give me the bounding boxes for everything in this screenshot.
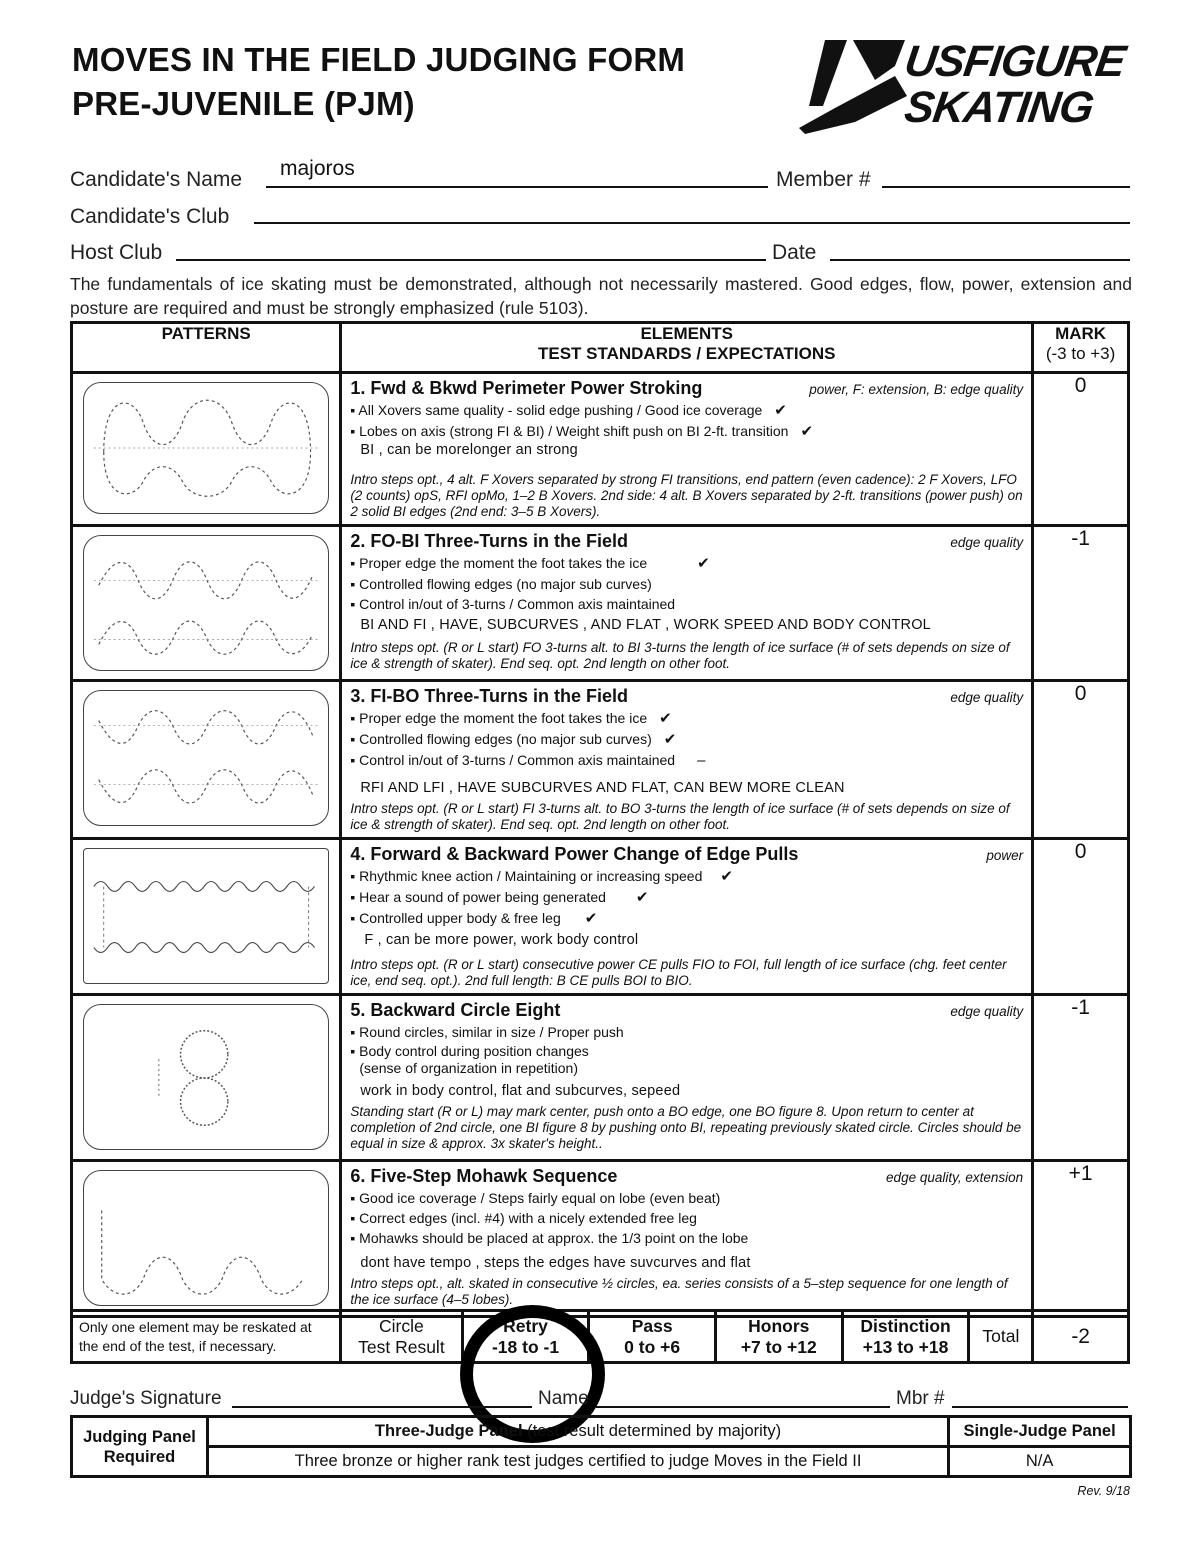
bullet-text: Controlled flowing edges (no major sub curves) xyxy=(359,576,652,592)
pattern-cell xyxy=(72,839,341,995)
pattern-drawing xyxy=(84,849,328,983)
element-tag: edge quality, extension xyxy=(886,1170,1024,1185)
standard-bullet: ▪ Round circles, similar in size / Proper push xyxy=(350,1024,624,1040)
check-mark-icon: ✔ xyxy=(774,402,787,419)
member-line[interactable] xyxy=(882,186,1130,188)
table-row xyxy=(72,373,1129,526)
element-tag: edge quality xyxy=(950,690,1024,705)
retry-label: Retry xyxy=(503,1315,548,1336)
judge-signature-label: Judge's Signature xyxy=(70,1388,222,1409)
judge-note: work in body control, flat and subcurves, sepeed xyxy=(360,1083,681,1099)
element-cell xyxy=(341,1161,1033,1317)
standard-bullet: ▪ Rhythmic knee action / Maintaining or increasing speed ✔ xyxy=(350,868,733,885)
element-tag: edge quality xyxy=(950,1004,1024,1019)
revision-label: Rev. 9/18 xyxy=(1077,1484,1130,1498)
mark-cell[interactable]: 0 xyxy=(1033,839,1129,995)
result-pass[interactable] xyxy=(589,1311,716,1363)
element-tag: power, F: extension, B: edge quality xyxy=(809,382,1024,397)
check-mark-icon: ✔ xyxy=(800,423,814,440)
logo-line-1: USFIGURE xyxy=(901,37,1128,86)
element-cell xyxy=(341,681,1033,839)
table-row xyxy=(72,995,1129,1161)
bullet-text: Control in/out of 3-turns / Common axis maintained xyxy=(359,596,676,612)
element-title: 3. FI-BO Three-Turns in the Field xyxy=(350,686,628,706)
elements-header-line1: ELEMENTS xyxy=(640,324,734,343)
mark-header-line1: MARK xyxy=(1055,324,1107,343)
element-cell xyxy=(341,373,1033,526)
pattern-cell xyxy=(72,681,341,839)
pattern-diagram-mohawk xyxy=(83,1170,329,1306)
panel-required-line2: Required xyxy=(103,1447,176,1466)
mark-cell[interactable]: -1 xyxy=(1033,995,1129,1161)
check-mark-icon: ✔ xyxy=(584,910,598,927)
reskate-note: Only one element may be reskated at the end of the test, if necessary. xyxy=(72,1311,341,1363)
host-club-line[interactable] xyxy=(176,259,766,261)
mark-cell[interactable]: 0 xyxy=(1033,373,1129,526)
bullet-text: Round circles, similar in size / Proper push xyxy=(359,1024,624,1040)
element-cell xyxy=(341,995,1033,1161)
test-result-label: Test Result xyxy=(358,1336,445,1357)
element-title: 6. Five-Step Mohawk Sequence xyxy=(350,1166,618,1186)
panel-row-2 xyxy=(72,1447,1131,1477)
intro-steps: Intro steps opt., alt. skated in consecutive ½ circles, ea. series consists of a 5–step sequence for one length of the ice surface (4–5 lobes). xyxy=(350,1276,1008,1307)
pattern-diagram-fo-bi xyxy=(83,535,329,671)
distinction-range: +13 to +18 xyxy=(862,1336,949,1357)
pattern-diagram-change-edge-pulls xyxy=(83,848,329,984)
judging-panel-required xyxy=(72,1417,208,1477)
form-title xyxy=(72,38,685,126)
standard-bullet: ▪ Control in/out of 3-turns / Common axis maintained – xyxy=(350,752,706,769)
three-judge-panel-desc: Three bronze or higher rank test judges certified to judge Moves in the Field II xyxy=(207,1447,948,1477)
elements-header-line2: TEST STANDARDS / EXPECTATIONS xyxy=(537,344,836,363)
single-judge-panel-header: Single-Judge Panel xyxy=(949,1417,1131,1447)
dash-mark-icon: – xyxy=(697,752,706,769)
element-cell xyxy=(341,839,1033,995)
check-mark-icon: ✔ xyxy=(720,868,733,885)
pattern-drawing xyxy=(84,536,328,670)
intro-steps: Intro steps opt., 4 alt. F Xovers separated by strong FI transitions, end pattern (even cadence): 2 F Xovers, LFO (2 counts) opS, RFI opMo, 1–2 B Xovers. 2nd side: 4 alt. B Xovers separated by 2-ft. transitions (power push) on 2 solid BI edges (2nd end: 3–5 B Xovers). xyxy=(350,472,1023,519)
candidate-club-line[interactable] xyxy=(254,222,1130,224)
three-judge-panel-header xyxy=(207,1417,948,1447)
judge-signature-line[interactable] xyxy=(232,1406,532,1408)
standard-bullet: ▪ Body control during position changes xyxy=(350,1043,589,1059)
standard-bullet: ▪ Proper edge the moment the foot takes the ice ✔ xyxy=(350,555,710,572)
intro-steps: Intro steps opt. (R or L start) FI 3-turns alt. to BO 3-turns the length of ice surface (# of sets depends on size of ice & strength of skater). End seq. opt. 2nd length on other foot. xyxy=(350,801,1010,832)
standard-bullet: ▪ Controlled flowing edges (no major sub curves) ✔ xyxy=(350,731,677,748)
bullet-text: Body control during position changes xyxy=(359,1043,589,1059)
pattern-cell xyxy=(72,1161,341,1317)
pattern-diagram-perimeter xyxy=(83,382,329,514)
elements-table xyxy=(70,321,1130,1318)
single-judge-panel-value: N/A xyxy=(949,1447,1131,1477)
circle-test-result-label xyxy=(341,1311,463,1363)
element-cell xyxy=(341,526,1033,681)
pattern-cell xyxy=(72,995,341,1161)
panel-row-1 xyxy=(72,1417,1131,1447)
bullet-text: Control in/out of 3-turns / Common axis maintained xyxy=(359,752,676,768)
candidate-name-value: majoros xyxy=(280,157,355,180)
mark-header xyxy=(1033,323,1129,373)
pattern-drawing xyxy=(84,691,328,825)
retry-range: -18 to -1 xyxy=(491,1336,560,1357)
judge-name-line[interactable] xyxy=(596,1406,890,1408)
candidate-name-line[interactable] xyxy=(266,186,768,188)
element-tag: edge quality xyxy=(950,535,1024,550)
table-row xyxy=(72,526,1129,681)
logo-line-2: SKATING xyxy=(901,83,1097,132)
pattern-drawing xyxy=(84,1171,328,1305)
pattern-drawing xyxy=(84,383,328,513)
bullet-text: Lobes on axis (strong FI & BI) / Weight shift push on BI 2-ft. transition xyxy=(359,423,789,439)
three-judge-panel-note: (test result determined by majority) xyxy=(522,1422,782,1440)
judge-note: F , can be more power, work body control xyxy=(364,932,639,948)
standard-bullet: ▪ Correct edges (incl. #4) with a nicely extended free leg xyxy=(350,1210,697,1226)
candidate-club-label: Candidate's Club xyxy=(70,205,230,228)
bullet-text: All Xovers same quality - solid edge pushing / Good ice coverage xyxy=(358,402,763,418)
check-mark-icon: ✔ xyxy=(663,731,677,748)
candidate-name-label: Candidate's Name xyxy=(70,168,243,191)
pass-range: 0 to +6 xyxy=(624,1336,681,1357)
judging-panel-table xyxy=(70,1415,1132,1478)
element-title: 5. Backward Circle Eight xyxy=(350,1000,561,1020)
honors-label: Honors xyxy=(748,1315,810,1336)
judge-note: dont have tempo , steps the edges have suvcurves and flat xyxy=(360,1255,751,1271)
element-tag: power xyxy=(986,848,1024,863)
patterns-header: PATTERNS xyxy=(72,323,341,373)
element-title: 2. FO-BI Three-Turns in the Field xyxy=(350,531,628,551)
title-line-2: PRE-JUVENILE (PJM) xyxy=(72,85,415,122)
table-header-row xyxy=(72,323,1129,373)
bullet-subnote: (sense of organization in repetition) xyxy=(359,1060,578,1076)
standard-bullet: ▪ Control in/out of 3-turns / Common axis maintained xyxy=(350,596,676,612)
total-value[interactable]: -2 xyxy=(1033,1311,1129,1363)
bullet-text: Good ice coverage / Steps fairly equal on lobe (even beat) xyxy=(359,1190,721,1206)
result-distinction[interactable] xyxy=(842,1311,969,1363)
standard-bullet: ▪ Proper edge the moment the foot takes the ice ✔ xyxy=(350,710,672,727)
table-row xyxy=(72,681,1129,839)
table-row xyxy=(72,839,1129,995)
date-label: Date xyxy=(772,241,817,264)
pattern-cell xyxy=(72,373,341,526)
bullet-text: Proper edge the moment the foot takes the ice xyxy=(359,710,648,726)
bullet-text: Hear a sound of power being generated xyxy=(359,889,606,905)
judge-note: BI , can be morelonger an strong xyxy=(360,442,578,458)
honors-range: +7 to +12 xyxy=(740,1336,817,1357)
pattern-diagram-circle-eight xyxy=(83,1004,329,1150)
standard-bullet: ▪ Controlled flowing edges (no major sub curves) xyxy=(350,576,652,592)
result-honors[interactable] xyxy=(715,1311,842,1363)
intro-steps: Standing start (R or L) may mark center, push onto a BO edge, one BO figure 8. Upon return to center at completion of 2nd circle, one BI figure 8 by pushing onto BI, repeating previously skated circle. Circles should be equal in size & approx. 3x skater's height.. xyxy=(350,1104,1022,1151)
judge-name-label: Name xyxy=(538,1388,589,1409)
pass-label: Pass xyxy=(631,1315,673,1336)
element-title: 1. Fwd & Bkwd Perimeter Power Stroking xyxy=(350,378,703,398)
circle-label: Circle xyxy=(379,1315,424,1336)
mbr-line[interactable] xyxy=(952,1406,1128,1408)
intro-steps: Intro steps opt. (R or L start) consecutive power CE pulls FIO to FOI, full length of ice surface (chg. feet center ice, end seq. opt.). 2nd full length: B CE pulls BOI to BIO. xyxy=(350,957,1007,988)
intro-text: The fundamentals of ice skating must be demonstrated, although not necessarily mastered. Good edges, flow, power, extension and posture are required and must be strongly emphasized (rule 5103). xyxy=(70,274,1132,318)
mbr-label: Mbr # xyxy=(896,1388,945,1409)
total-label: Total xyxy=(969,1311,1033,1363)
mark-header-line2: (-3 to +3) xyxy=(1045,344,1116,363)
check-mark-icon: ✔ xyxy=(659,710,672,727)
standard-bullet: ▪ Controlled upper body & free leg ✔ xyxy=(350,910,598,927)
judge-note: BI AND FI , HAVE, SUBCURVES , AND FLAT , WORK SPEED AND BODY CONTROL xyxy=(360,617,931,633)
elements-header xyxy=(341,323,1033,373)
intro-steps: Intro steps opt. (R or L start) FO 3-turns alt. to BI 3-turns the length of ice surface (# of sets depends on size of ice & strength of skater). End seq. opt. 2nd length on other foot. xyxy=(350,640,1010,671)
standard-bullet: ▪ Hear a sound of power being generated ✔ xyxy=(350,889,649,906)
three-judge-panel-label: Three-Judge Panel xyxy=(374,1422,523,1440)
pattern-cell xyxy=(72,526,341,681)
bullet-text: Controlled flowing edges (no major sub curves) xyxy=(359,731,652,747)
bullet-text: Controlled upper body & free leg xyxy=(359,910,561,926)
bullet-text: Mohawks should be placed at approx. the 1/3 point on the lobe xyxy=(359,1230,749,1246)
standard-bullet: ▪ Lobes on axis (strong FI & BI) / Weight shift push on BI 2-ft. transition ✔ xyxy=(350,423,814,440)
check-mark-icon: ✔ xyxy=(697,555,710,572)
host-club-label: Host Club xyxy=(70,241,163,264)
mark-cell[interactable]: 0 xyxy=(1033,681,1129,839)
mark-cell[interactable]: -1 xyxy=(1033,526,1129,681)
pattern-diagram-fi-bo xyxy=(83,690,329,826)
standard-bullet: ▪ Mohawks should be placed at approx. the 1/3 point on the lobe xyxy=(350,1230,749,1246)
title-line-1: MOVES IN THE FIELD JUDGING FORM xyxy=(72,41,686,78)
member-label: Member # xyxy=(776,168,871,191)
bullet-text: Rhythmic knee action / Maintaining or increasing speed xyxy=(359,868,703,884)
standard-bullet: ▪ All Xovers same quality - solid edge pushing / Good ice coverage ✔ xyxy=(350,402,787,419)
check-mark-icon: ✔ xyxy=(635,889,649,906)
table-row xyxy=(72,1161,1129,1317)
bullet-text: Proper edge the moment the foot takes the ice xyxy=(359,555,648,571)
distinction-label: Distinction xyxy=(860,1315,951,1336)
mark-cell[interactable]: +1 xyxy=(1033,1161,1129,1317)
date-line[interactable] xyxy=(830,259,1130,261)
standard-bullet: ▪ Good ice coverage / Steps fairly equal on lobe (even beat) xyxy=(350,1190,721,1206)
pattern-drawing xyxy=(84,1005,328,1149)
panel-required-line1: Judging Panel xyxy=(83,1427,196,1446)
bullet-text: Correct edges (incl. #4) with a nicely extended free leg xyxy=(359,1210,697,1226)
judge-note: RFI AND LFI , HAVE SUBCURVES AND FLAT, CAN BEW MORE CLEAN xyxy=(360,780,845,796)
element-title: 4. Forward & Backward Power Change of Edge Pulls xyxy=(350,844,799,864)
